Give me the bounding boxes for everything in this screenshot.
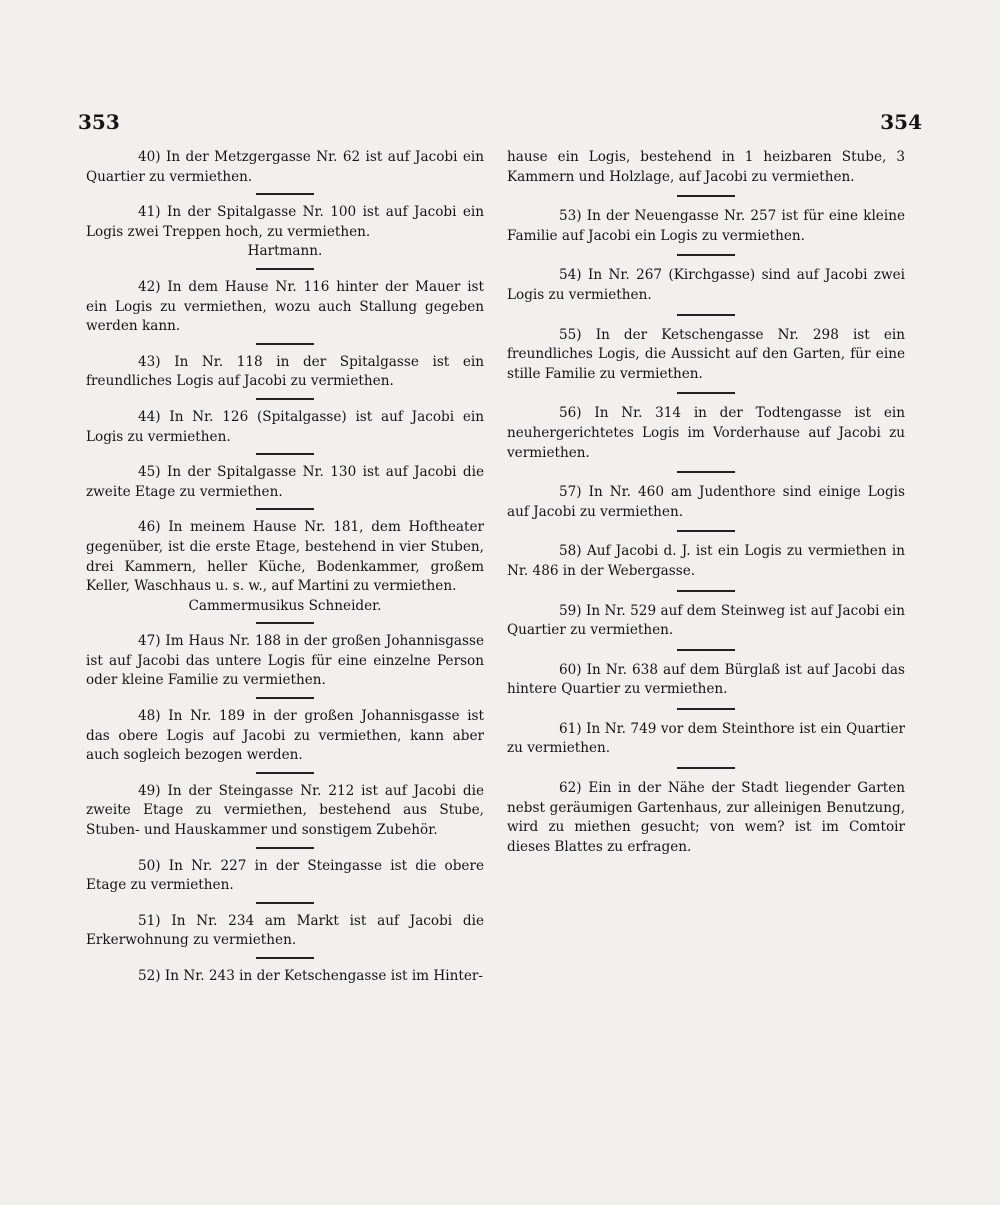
listing-61: 61) In Nr. 749 vor dem Steinthore ist ein Quartier zu vermiethen. (507, 720, 905, 757)
listing-43: 43) In Nr. 118 in der Spitalgasse ist ein freundliches Logis auf Jacobi zu vermiethen. (86, 353, 484, 390)
listing-53: 53) In der Neuengasse Nr. 257 ist für eine kleine Familie auf Jacobi ein Logis zu vermiethen. (507, 208, 905, 244)
separator-rule (256, 508, 314, 510)
separator-rule (677, 471, 735, 473)
signoff-hartmann: Hartmann. (247, 243, 323, 260)
separator-rule (677, 530, 735, 532)
separator-rule (677, 767, 735, 769)
separator-rule (677, 649, 735, 651)
listing-46: 46) In meinem Hause Nr. 181, dem Hoftheater gegenüber, ist die erste Etage, bestehend in vier Stuben, drei Kammern, heller Küche, Bodenkammer, großem Keller, Waschhaus u. s. w., auf Martini zu vermiethen. Cammermusikus Schneider. (86, 518, 484, 616)
separator-rule (256, 453, 314, 455)
page-number-left: 353 (78, 110, 120, 134)
separator-rule (256, 957, 314, 959)
separator-rule (256, 622, 314, 624)
listing-40: 40) In der Metzgergasse Nr. 62 ist auf Jacobi ein Quartier zu vermiethen. (86, 149, 484, 185)
separator-rule (677, 195, 735, 197)
listing-56: 56) In Nr. 314 in der Todtengasse ist ein neuhergerichtetes Logis im Vorderhause auf Jacobi zu vermiethen. (507, 405, 905, 461)
listing-48: 48) In Nr. 189 in der großen Johannisgasse ist das obere Logis auf Jacobi zu vermiethen, kann aber auch sogleich bezogen werden. (86, 708, 484, 764)
listing-41: 41) In der Spitalgasse Nr. 100 ist auf Jacobi ein Logis zwei Treppen hoch, zu vermiethen. Hartmann. (86, 203, 484, 262)
separator-rule (256, 193, 314, 195)
listing-62: 62) Ein in der Nähe der Stadt liegender Garten nebst geräumigen Gartenhaus, zur alleinigen Benutzung, wird zu miethen gesucht; von wem? ist im Comtoir dieses Blattes zu erfragen. (507, 780, 905, 855)
listing-54: 54) In Nr. 267 (Kirchgasse) sind auf Jacobi zwei Logis zu vermiethen. (507, 267, 905, 303)
listing-42: 42) In dem Hause Nr. 116 hinter der Mauer ist ein Logis zu vermiethen, wozu auch Stallung gegeben werden kann. (86, 278, 484, 335)
listing-45: 45) In der Spitalgasse Nr. 130 ist auf Jacobi die zweite Etage zu vermiethen. (86, 464, 484, 500)
listing-47: 47) Im Haus Nr. 188 in der großen Johannisgasse ist auf Jacobi das untere Logis für eine einzelne Person oder kleine Familie zu vermiethen. (86, 633, 484, 689)
separator-rule (677, 314, 735, 316)
listing-44: 44) In Nr. 126 (Spitalgasse) ist auf Jacobi ein Logis zu vermiethen. (86, 408, 484, 445)
separator-rule (256, 902, 314, 904)
listing-59: 59) In Nr. 529 auf dem Steinweg ist auf Jacobi ein Quartier zu vermiethen. (507, 602, 905, 639)
listing-49: 49) In der Steingasse Nr. 212 ist auf Jacobi die zweite Etage zu vermiethen, bestehend aus Stube, Stuben- und Hauskammer und sonstigem Zubehör. (86, 782, 484, 839)
listing-60: 60) In Nr. 638 auf dem Bürglaß ist auf Jacobi das hintere Quartier zu vermiethen. (507, 661, 905, 698)
separator-rule (677, 708, 735, 710)
page-number-right: 354 (880, 110, 922, 134)
listing-50: 50) In Nr. 227 in der Steingasse ist die obere Etage zu vermiethen. (86, 857, 484, 894)
listing-58: 58) Auf Jacobi d. J. ist ein Logis zu vermiethen in Nr. 486 in der Webergasse. (507, 543, 905, 579)
listing-51: 51) In Nr. 234 am Markt ist auf Jacobi die Erkerwohnung zu vermiethen. (86, 912, 484, 949)
listing-57: 57) In Nr. 460 am Judenthore sind einige Logis auf Jacobi zu vermiethen. (507, 484, 905, 520)
separator-rule (256, 398, 314, 400)
separator-rule (256, 268, 314, 270)
separator-rule (256, 847, 314, 849)
listing-55: 55) In der Ketschengasse Nr. 298 ist ein freundliches Logis, die Aussicht auf den Garten, für eine stille Familie zu vermiethen. (507, 326, 905, 382)
separator-rule (677, 590, 735, 592)
listing-52-continued: hause ein Logis, bestehend in 1 heizbaren Stube, 3 Kammern und Holzlage, auf Jacobi zu vermiethen. (507, 149, 905, 185)
separator-rule (256, 697, 314, 699)
left-column (86, 148, 484, 987)
signoff-schneider: Cammermusikus Schneider. (188, 597, 382, 614)
separator-rule (677, 254, 735, 256)
right-column (507, 148, 905, 857)
separator-rule (256, 772, 314, 774)
listing-52: 52) In Nr. 243 in der Ketschengasse ist im Hinter- (138, 968, 483, 984)
separator-rule (677, 392, 735, 394)
separator-rule (256, 343, 314, 345)
